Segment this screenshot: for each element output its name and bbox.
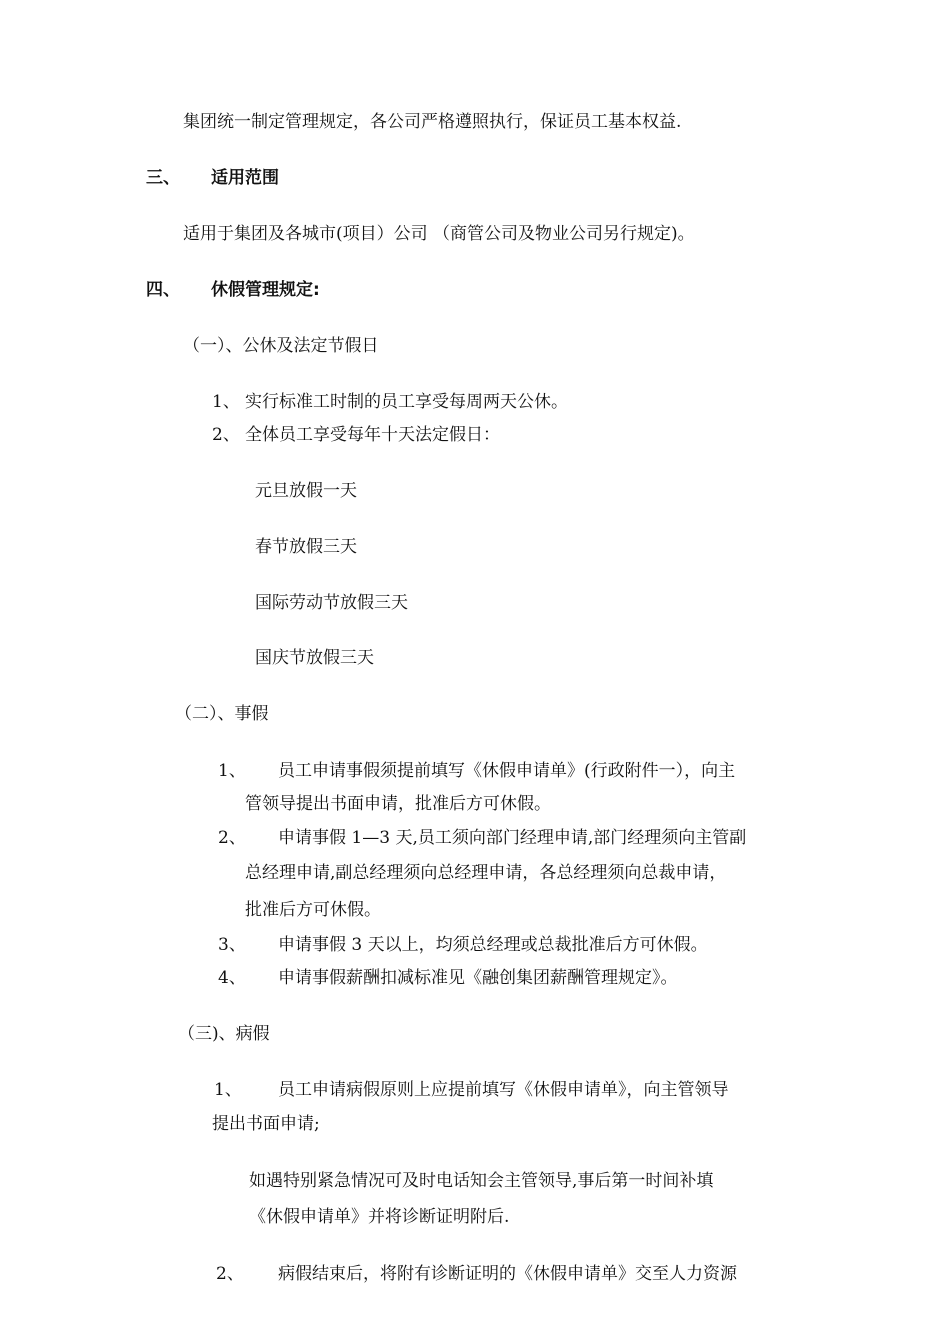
sub2-item-2-line2: 总经理申请,副总经理须向总经理申请，各总经理须向总裁申请， (245, 863, 727, 883)
sub3-note-line2: 《休假申请单》并将诊断证明附后. (249, 1207, 510, 1227)
sub1-item-2-text: 全体员工享受每年十天法定假日： (245, 425, 500, 445)
holiday-item: 国庆节放假三天 (255, 648, 374, 668)
holiday-item: 元旦放假一天 (255, 481, 357, 501)
subsection-1-title: （一）、公休及法定节假日 (183, 336, 379, 356)
sub3-item-2-line1: 病假结束后，将附有诊断证明的《休假申请单》交至人力资源 (278, 1264, 737, 1284)
subsection-3-title: （三)、病假 (178, 1024, 270, 1044)
sub2-item-1-number: 1、 (218, 761, 246, 781)
sub1-item-2-number: 2、 (212, 425, 240, 445)
sub1-item-1-number: 1、 (212, 392, 240, 412)
subsection-2-title: （二）、事假 (175, 704, 269, 724)
sub2-item-4-line1: 申请事假薪酬扣减标准见《融创集团薪酬管理规定》。 (278, 968, 678, 988)
holiday-item: 春节放假三天 (255, 537, 357, 557)
intro-paragraph: 集团统一制定管理规定，各公司严格遵照执行，保证员工基本权益. (183, 112, 682, 132)
sub3-item-1-line1: 员工申请病假原则上应提前填写《休假申请单》，向主管领导 (278, 1080, 729, 1100)
sub1-item-1-text: 实行标准工时制的员工享受每周两天公休。 (245, 392, 568, 412)
sub2-item-2-line1: 申请事假 1—3 天,员工须向部门经理申请,部门经理须向主管副 (278, 828, 747, 848)
sub2-item-4-number: 4、 (218, 968, 246, 988)
sub3-note-line1: 如遇特别紧急情况可及时电话知会主管领导,事后第一时间补填 (249, 1171, 714, 1191)
sub2-item-2-number: 2、 (218, 828, 246, 848)
sub2-item-3-line1: 申请事假 3 天以上，均须总经理或总裁批准后方可休假。 (278, 935, 708, 955)
section-4-number: 四、 (146, 280, 180, 300)
section-3-body: 适用于集团及各城市(项目）公司 （商管公司及物业公司另行规定)。 (183, 224, 695, 244)
section-3-number: 三、 (146, 168, 180, 188)
section-3-title: 适用范围 (211, 168, 279, 188)
sub2-item-2-line3: 批准后方可休假。 (245, 900, 381, 920)
sub2-item-3-number: 3、 (218, 935, 246, 955)
section-4-title: 休假管理规定: (211, 280, 320, 300)
sub3-item-2-number: 2、 (216, 1264, 244, 1284)
sub2-item-1-line2: 管领导提出书面申请，批准后方可休假。 (245, 794, 551, 814)
sub2-item-1-line1: 员工申请事假须提前填写《休假申请单》(行政附件一），向主 (278, 761, 736, 781)
holiday-item: 国际劳动节放假三天 (255, 593, 408, 613)
sub3-item-1-number: 1、 (214, 1080, 242, 1100)
sub3-item-1-line2: 提出书面申请; (212, 1114, 320, 1134)
